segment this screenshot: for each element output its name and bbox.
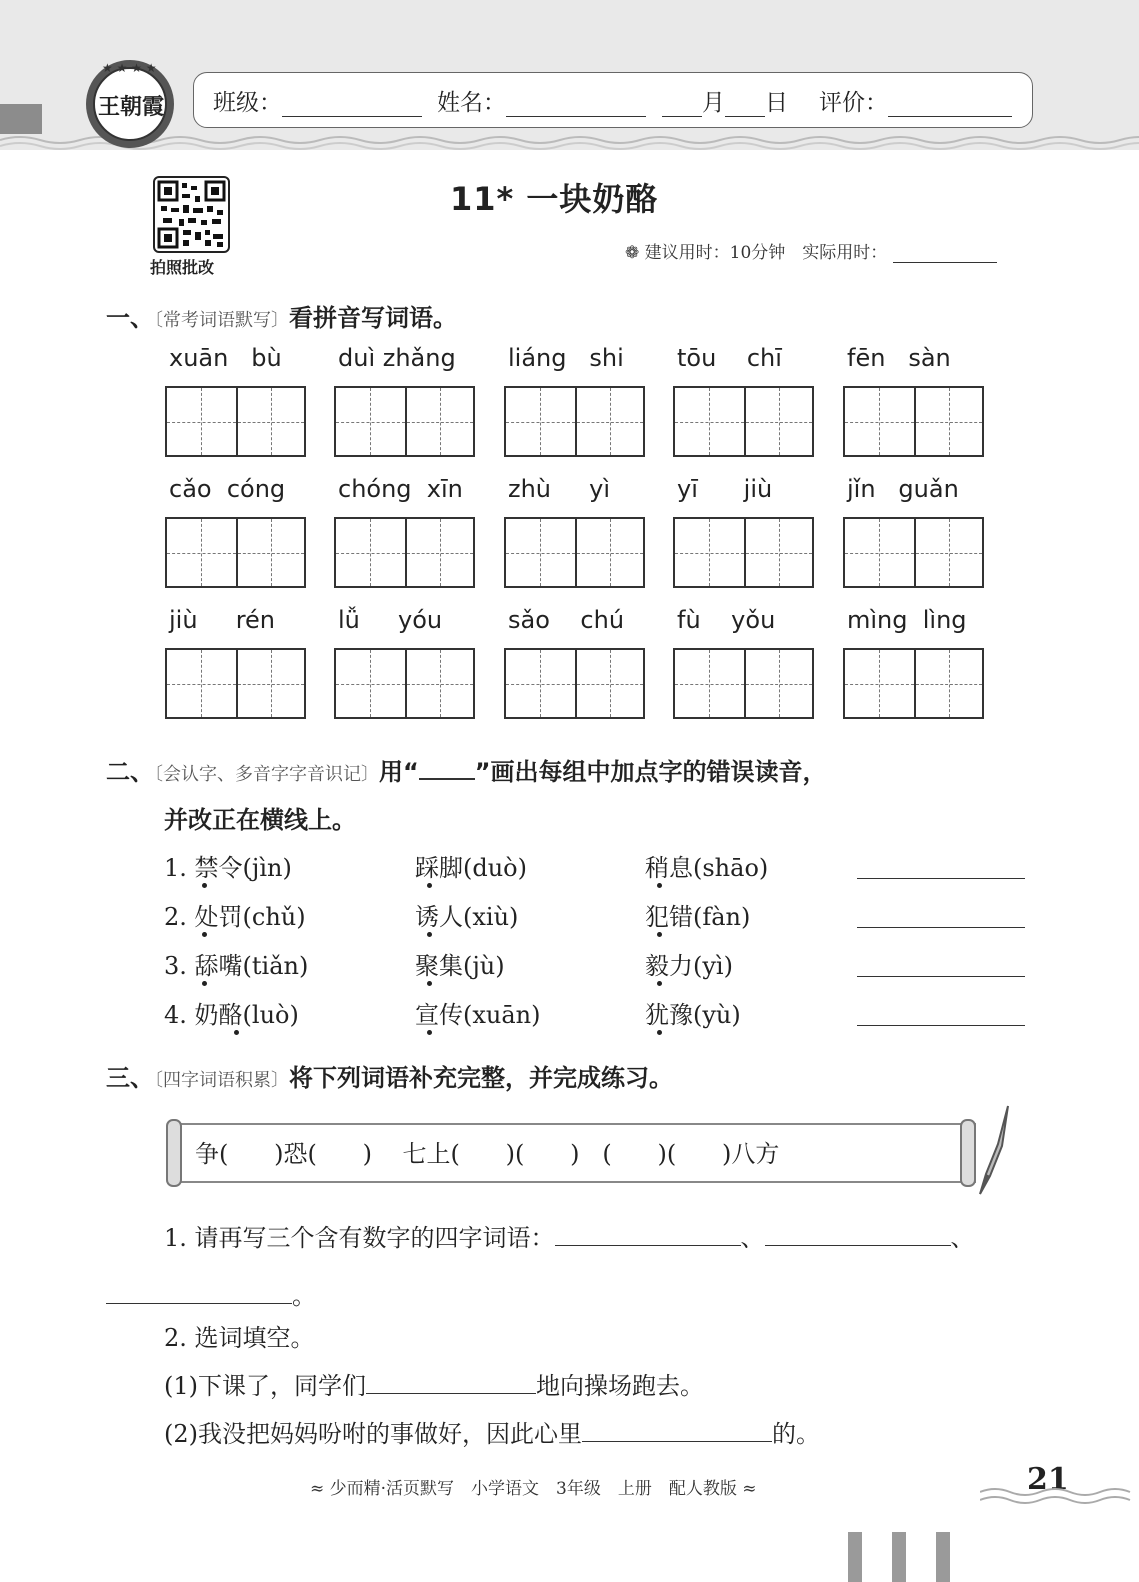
q2-2-blank[interactable]: [582, 1421, 772, 1442]
grid-cell[interactable]: [845, 650, 914, 717]
section-1-number: 一、: [106, 304, 154, 332]
section-2-title: [106, 752, 827, 787]
month-label: 月: [702, 90, 725, 116]
page-number: 21: [1027, 1462, 1069, 1497]
grid-cell[interactable]: [744, 519, 813, 586]
pinyin-label: yī jiù: [677, 475, 773, 503]
qr-label: 拍照批改: [150, 258, 215, 277]
grid-cell[interactable]: [506, 519, 575, 586]
section-2-number: 二、: [106, 758, 154, 786]
pinyin-label: tōu chī: [677, 344, 782, 372]
emphasis-dot: [657, 981, 662, 986]
writing-grid[interactable]: [334, 648, 475, 719]
q2-1-text-b: 地向操场跑去。: [536, 1372, 704, 1400]
grid-cell[interactable]: [675, 519, 744, 586]
writing-grid[interactable]: [165, 386, 306, 457]
emphasis-dot: [427, 981, 432, 986]
day-label: 日: [765, 90, 788, 116]
name-field[interactable]: [437, 84, 646, 117]
section-2-instruction-a: 用“: [379, 758, 419, 786]
grid-cell[interactable]: [506, 650, 575, 717]
pronunciation-item[interactable]: 稍息(shāo): [645, 854, 769, 882]
logo-text: 王朝霞: [98, 94, 165, 120]
emphasis-dot: [657, 883, 662, 888]
emphasis-dot: [427, 1030, 432, 1035]
grid-cell[interactable]: [405, 519, 474, 586]
grid-cell[interactable]: [336, 388, 405, 455]
pronunciation-item[interactable]: 宣传(xuān): [415, 1001, 541, 1029]
name-label: 姓名：: [437, 90, 506, 116]
section-2-instruction-b: ”画出每组中加点字的错误读音，: [474, 758, 827, 786]
q1-blank-2[interactable]: [765, 1225, 951, 1246]
writing-grid[interactable]: [165, 517, 306, 588]
footer-text: ≈ 少而精·活页默写 小学语文 3年级 上册 配人教版 ≈: [310, 1479, 757, 1499]
pronunciation-item[interactable]: 4. 奶酪(luò): [164, 1001, 299, 1029]
q1-line-2: [106, 1276, 316, 1311]
q2-1-line: [164, 1366, 704, 1401]
emphasis-dot: [202, 932, 207, 937]
pronunciation-item[interactable]: 聚集(jù): [415, 952, 505, 980]
q2-2-text-a: (2)我没把妈妈吩咐的事做好，因此心里: [164, 1420, 582, 1448]
grid-cell[interactable]: [167, 388, 236, 455]
pronunciation-item[interactable]: 3. 舔嘴(tiǎn): [164, 952, 309, 980]
pinyin-label: chóng xīn: [338, 475, 463, 503]
q1-blank-3[interactable]: [106, 1283, 292, 1304]
grid-cell[interactable]: [845, 388, 914, 455]
pinyin-label: duì zhǎng: [338, 344, 456, 372]
pinyin-label: jiù rén: [169, 606, 276, 634]
writing-grid[interactable]: [504, 386, 645, 457]
page-wave-icon: [980, 1482, 1139, 1512]
writing-grid[interactable]: [673, 386, 814, 457]
name-blank[interactable]: [506, 94, 646, 117]
emphasis-dot: [202, 883, 207, 888]
grid-cell[interactable]: [236, 650, 305, 717]
day-blank[interactable]: [725, 94, 765, 117]
underline-sample: [419, 760, 475, 780]
pinyin-label: mìng lìng: [847, 606, 967, 634]
emphasis-dot: [202, 981, 207, 986]
suggested-time: [625, 238, 997, 263]
grid-cell[interactable]: [167, 519, 236, 586]
writing-grid[interactable]: [843, 517, 984, 588]
q1-line: [164, 1218, 975, 1253]
pronunciation-item[interactable]: 犹豫(yù): [645, 1001, 741, 1029]
q2-title: 2. 选词填空。: [164, 1324, 315, 1352]
logo: [84, 58, 176, 150]
qr-code-icon: [155, 178, 228, 251]
class-label: 班级：: [213, 90, 282, 116]
grid-cell[interactable]: [405, 388, 474, 455]
grid-cell[interactable]: [575, 388, 644, 455]
actual-time-blank[interactable]: [893, 246, 997, 263]
footer-bar-3: [936, 1532, 950, 1582]
section-3-title: [106, 1058, 673, 1093]
pinyin-label: xuān bù: [169, 344, 282, 372]
emphasis-dot: [657, 1030, 662, 1035]
q2-1-blank[interactable]: [366, 1373, 536, 1394]
section-3-number: 三、: [106, 1064, 154, 1092]
section-2-instruction-line2: 并改正在横线上。: [164, 806, 356, 834]
class-blank[interactable]: [282, 94, 422, 117]
qr-code[interactable]: [153, 176, 230, 253]
section-3-tag: 〔四字词语积累〕: [154, 1070, 289, 1091]
pronunciation-item[interactable]: 2. 处罚(chǔ): [164, 903, 306, 931]
writing-grid[interactable]: [334, 386, 475, 457]
answer-line[interactable]: [857, 1025, 1025, 1026]
brush-icon: [968, 1104, 1012, 1200]
footer-bar-1: [848, 1532, 862, 1582]
grid-cell[interactable]: [744, 650, 813, 717]
pinyin-label: sǎo chú: [508, 606, 625, 634]
q1-sep-2: 、: [950, 1224, 975, 1252]
date-field[interactable]: [662, 84, 788, 117]
grid-cell[interactable]: [914, 388, 983, 455]
writing-grid[interactable]: [504, 517, 645, 588]
pinyin-label: jǐn guǎn: [847, 475, 959, 503]
emphasis-dot: [427, 883, 432, 888]
writing-grid[interactable]: [673, 517, 814, 588]
grid-cell[interactable]: [845, 519, 914, 586]
q2-2-text-b: 的。: [772, 1420, 820, 1448]
pronunciation-item[interactable]: 犯错(fàn): [645, 903, 751, 931]
eval-label: 评价：: [819, 90, 888, 116]
writing-grid[interactable]: [843, 386, 984, 457]
pinyin-label: liáng shi: [508, 344, 624, 372]
emphasis-dot: [234, 1030, 239, 1035]
section-3-instruction: 将下列词语补充完整，并完成练习。: [289, 1064, 673, 1092]
grid-cell[interactable]: [506, 388, 575, 455]
q1-text: 1. 请再写三个含有数字的四字词语：: [164, 1224, 555, 1252]
eval-blank[interactable]: [888, 94, 1012, 117]
pronunciation-item[interactable]: 诱人(xiù): [415, 903, 519, 931]
grid-cell[interactable]: [575, 519, 644, 586]
section-1-instruction: 看拼音写词语。: [289, 304, 457, 332]
grid-cell[interactable]: [405, 650, 474, 717]
grid-cell[interactable]: [336, 519, 405, 586]
grid-cell[interactable]: [675, 388, 744, 455]
suggested-time-text: 建议用时：10分钟 实际用时：: [644, 243, 888, 263]
section-1-tag: 〔常考词语默写〕: [154, 310, 289, 331]
svg-text:★ ★ ★ ★: ★ ★ ★ ★: [102, 61, 157, 75]
pinyin-label: lǚ yóu: [338, 606, 443, 634]
grid-cell[interactable]: [575, 650, 644, 717]
eval-field[interactable]: [819, 84, 1012, 117]
grid-cell[interactable]: [744, 388, 813, 455]
grid-cell[interactable]: [914, 519, 983, 586]
pinyin-label: fù yǒu: [677, 606, 776, 634]
pinyin-label: zhù yì: [508, 475, 611, 503]
answer-line[interactable]: [857, 927, 1025, 928]
pinyin-label: cǎo cóng: [169, 475, 286, 503]
pronunciation-item[interactable]: 踩脚(duò): [415, 854, 527, 882]
q1-sep-1: 、: [740, 1224, 765, 1252]
section-1-title: [106, 298, 457, 333]
writing-grid[interactable]: [334, 517, 475, 588]
grid-cell[interactable]: [236, 388, 305, 455]
pronunciation-item[interactable]: 毅力(yì): [645, 952, 733, 980]
side-tab: [0, 104, 42, 134]
class-field[interactable]: [213, 84, 422, 117]
month-blank[interactable]: [662, 94, 702, 117]
answer-line[interactable]: [857, 976, 1025, 977]
lesson-title: 11* 一块奶酪: [450, 180, 659, 218]
emphasis-dot: [427, 932, 432, 937]
pronunciation-item[interactable]: 1. 禁令(jìn): [164, 854, 292, 882]
q2-1-text-a: (1)下课了，同学们: [164, 1372, 366, 1400]
grid-cell[interactable]: [675, 650, 744, 717]
footer-bar-2: [892, 1532, 906, 1582]
writing-grid[interactable]: [843, 648, 984, 719]
writing-grid[interactable]: [673, 648, 814, 719]
q1-end: 。: [292, 1282, 316, 1310]
section-2-tag: 〔会认字、多音字字音识记〕: [154, 764, 379, 785]
flower-icon: ❁: [625, 243, 640, 263]
grid-cell[interactable]: [336, 650, 405, 717]
grid-cell[interactable]: [914, 650, 983, 717]
idiom-fill-text[interactable]: 争( )恐( ) 七上( )( ) ( )( )八方: [195, 1140, 780, 1168]
q1-blank-1[interactable]: [555, 1225, 741, 1246]
grid-cell[interactable]: [167, 650, 236, 717]
writing-grid[interactable]: [504, 648, 645, 719]
writing-grid[interactable]: [165, 648, 306, 719]
answer-line[interactable]: [857, 878, 1025, 879]
emphasis-dot: [657, 932, 662, 937]
q2-2-line: [164, 1414, 820, 1449]
grid-cell[interactable]: [236, 519, 305, 586]
pinyin-label: fēn sàn: [847, 344, 951, 372]
